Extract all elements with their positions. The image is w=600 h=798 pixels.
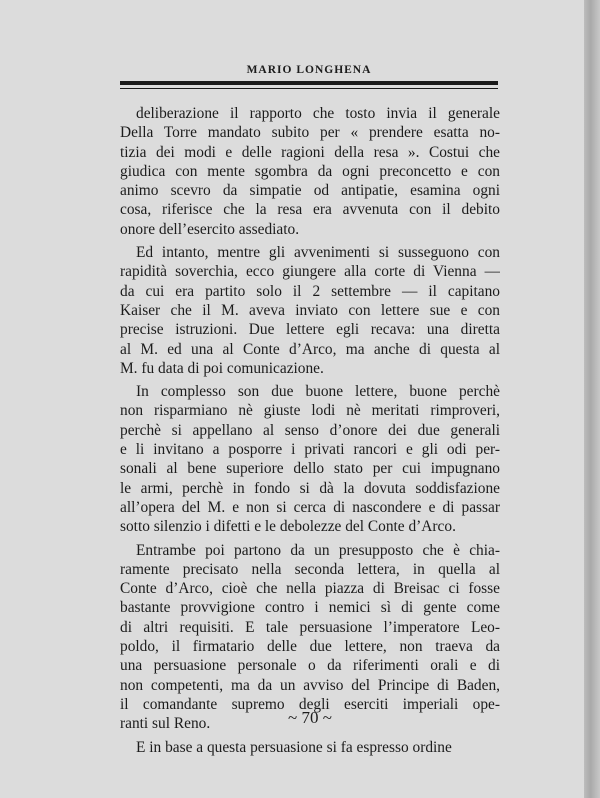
text-line: all’opera del M. e non si cerca di nascondere e di passar	[120, 498, 500, 516]
body-text	[120, 104, 500, 761]
header-rule-thin	[120, 88, 498, 89]
text-line: da cui era partito solo il 2 settembre — il capitano	[120, 282, 500, 300]
paragraph	[120, 738, 500, 757]
paragraph	[120, 243, 500, 378]
text-line: Entrambe poi partono da un presupposto che è chia-	[136, 541, 500, 559]
text-line: giudica con mente sgombra da ogni preconcetto e con	[120, 162, 500, 180]
text-line: Della Torre mandato subito per « prendere esatta no-	[120, 124, 500, 142]
text-line: rapidità soverchia, ecco giungere alla corte di Vienna —	[120, 263, 500, 281]
text-line: sonali al bene superiore dello stato per cui impugnano	[120, 460, 500, 478]
text-line: animo scevro da simpatie od antipatie, esamina ogni	[120, 182, 500, 200]
text-line: E in base a questa persuasione si fa espresso ordine	[136, 738, 452, 756]
text-line: cosa, riferisce che la resa era avvenuta con il debito	[120, 201, 500, 219]
paragraph	[120, 382, 500, 536]
text-line: il comandante supremo degli eserciti imperiali ope-	[120, 695, 500, 713]
text-line: di altri requisiti. E tale persuasione l’imperatore Leo-	[120, 618, 500, 636]
text-line: ramente precisato nella seconda lettera, in quella al	[120, 560, 500, 578]
text-line: le armi, perchè in fondo si dà la dovuta soddisfazione	[120, 479, 500, 497]
running-head: MARIO LONGHENA	[246, 64, 372, 76]
text-line: deliberazione il rapporto che tosto invia il generale	[136, 105, 500, 122]
text-line: Conte d’Arco, cioè che nella piazza di Breisac ci fosse	[120, 580, 500, 598]
paragraph	[120, 541, 500, 734]
text-line: al M. ed una al Conte d’Arco, ma anche di questa al	[120, 340, 500, 358]
page-number: ~ 70 ~	[288, 708, 332, 727]
header-rule-thick	[120, 81, 498, 85]
text-line: non competenti, ma da un avviso del Principe di Baden,	[120, 676, 500, 694]
text-line: una persuasione personale o da riferimenti orali e di	[120, 657, 500, 675]
page-edge	[584, 0, 600, 798]
text-line: bastante provvigione contro i nemici sì di gente come	[120, 599, 500, 617]
text-line: tizia dei modi e delle ragioni della resa ». Costui che	[120, 143, 500, 161]
text-line: onore dell’esercito assediato.	[120, 220, 300, 238]
text-line: M. fu data di poi comunicazione.	[120, 359, 324, 377]
text-line: Ed intanto, mentre gli avvenimenti si susseguono con	[136, 244, 500, 262]
text-line: poldo, il firmatario delle due lettere, non traeva da	[120, 638, 500, 656]
text-line: Kaiser che il M. aveva inviato con lettere sue e con	[120, 301, 500, 319]
text-line: e li invitano a posporre i privati rancori e gli odi per-	[120, 441, 500, 459]
text-line: perchè si appellano al senso d’onore dei due generali	[120, 421, 500, 439]
text-line: sotto silenzio i difetti e le debolezze del Conte d’Arco.	[120, 518, 456, 536]
text-line: In complesso son due buone lettere, buone perchè	[136, 383, 500, 401]
paragraph	[120, 104, 500, 239]
text-line: precise istruzioni. Due lettere egli recava: una diretta	[120, 321, 500, 339]
text-line: non risparmiano nè giuste lodi nè meritati rimproveri,	[120, 402, 500, 420]
text-line: ranti sul Reno.	[120, 715, 211, 733]
